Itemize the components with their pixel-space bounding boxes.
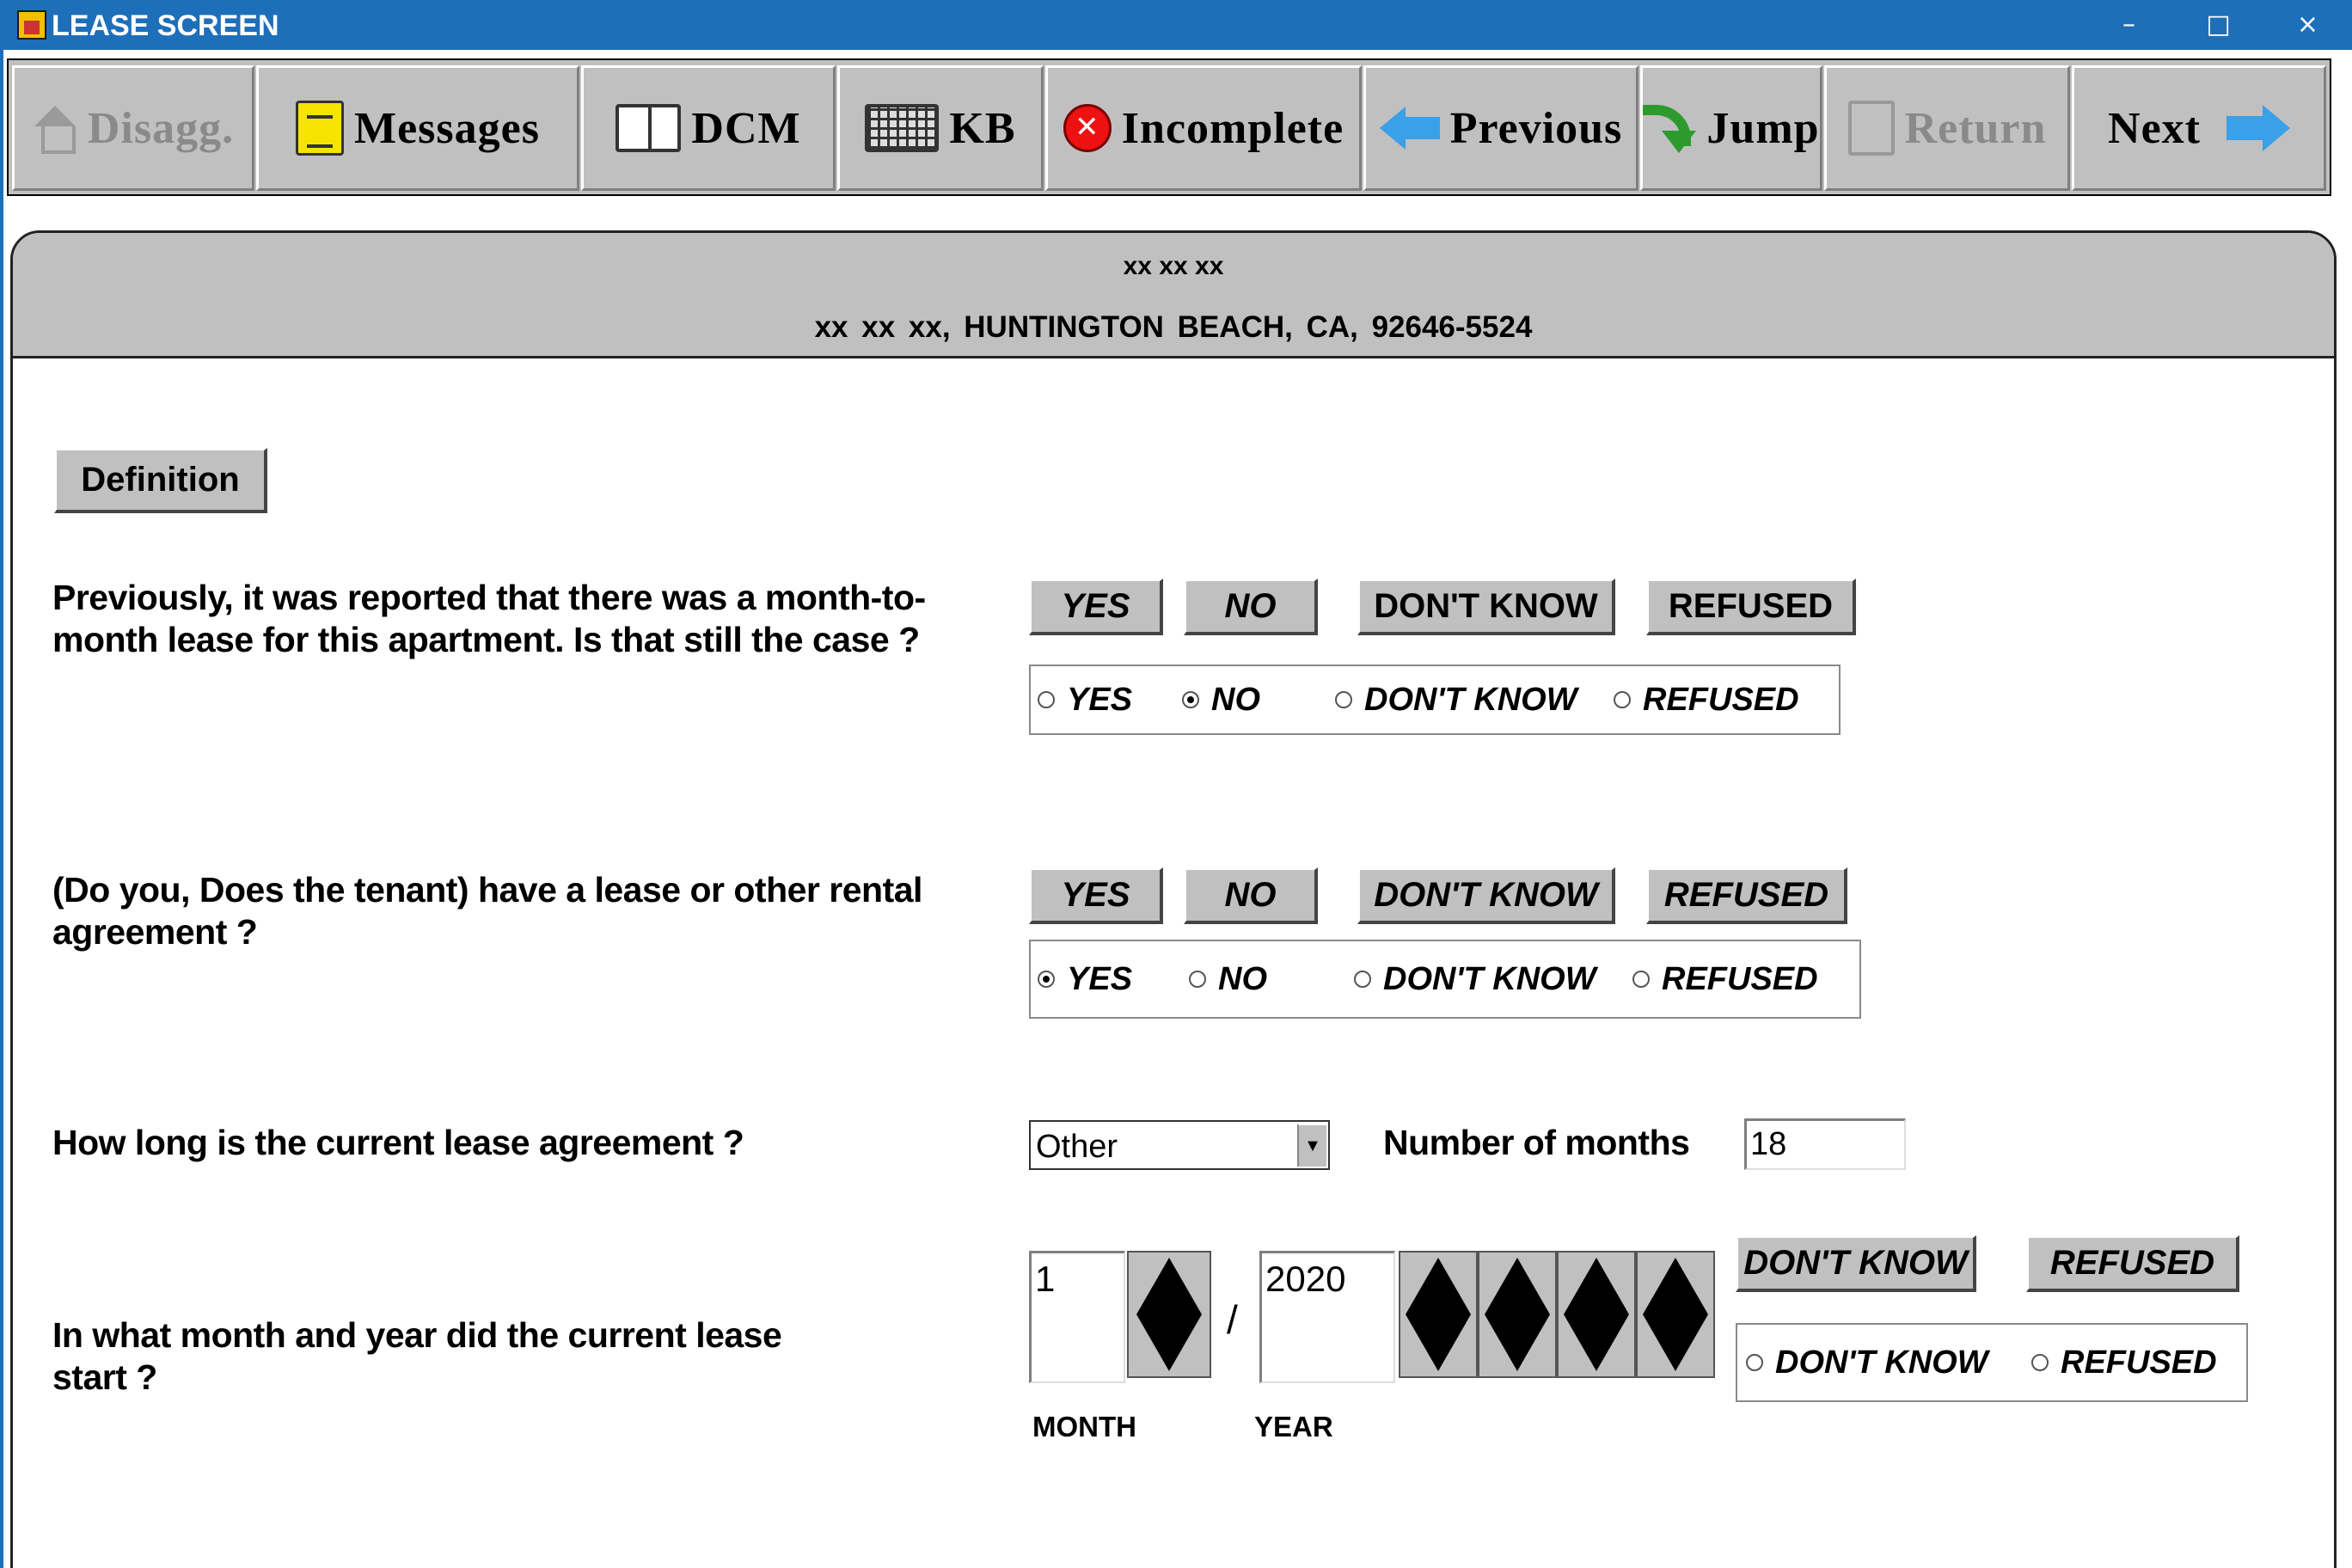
next-button[interactable]: [2072, 65, 2326, 191]
lease-length-select[interactable]: [1029, 1120, 1330, 1170]
month-spinner[interactable]: [1127, 1251, 1211, 1378]
left-arrow-icon: [1380, 107, 1440, 150]
q1-radio-no[interactable]: NO: [1182, 666, 1260, 733]
q1-radio-group: [1029, 665, 1841, 735]
question-lease-start: In what month and year did the current lease start ?: [52, 1315, 782, 1397]
q1-radio-refused[interactable]: REFUSED: [1614, 666, 1799, 733]
q1-refused-button[interactable]: REFUSED: [1646, 579, 1856, 635]
title-bar: [0, 0, 2352, 50]
q2-dont-know-button[interactable]: DON'T KNOW: [1357, 867, 1615, 924]
jump-label: Jump: [1706, 103, 1820, 153]
dcm-button[interactable]: [581, 65, 836, 191]
kb-button[interactable]: [837, 65, 1044, 191]
radio-button[interactable]: [1335, 691, 1352, 708]
minimize-button[interactable]: –: [2122, 9, 2135, 40]
year-spinner-1[interactable]: [1399, 1251, 1478, 1378]
maximize-button[interactable]: □: [2206, 9, 2231, 40]
q2-radio-no[interactable]: NO: [1189, 941, 1267, 1017]
year-spinner-2[interactable]: [1478, 1251, 1557, 1378]
radio-button[interactable]: [1632, 971, 1650, 988]
previous-button[interactable]: [1363, 65, 1638, 191]
error-x-icon: ✕: [1063, 104, 1112, 152]
return-label: Return: [1904, 103, 2047, 153]
q1-yes-button[interactable]: YES: [1029, 579, 1163, 635]
chevron-down-icon[interactable]: ▼: [1297, 1124, 1326, 1167]
q2-no-button[interactable]: NO: [1184, 867, 1318, 924]
messages-label: Messages: [354, 103, 540, 153]
disagg-label: Disagg.: [87, 103, 235, 153]
q4-radio-dont-know[interactable]: DON'T KNOW: [1746, 1325, 1988, 1400]
incomplete-button[interactable]: [1045, 65, 1362, 191]
radio-button[interactable]: [1746, 1354, 1763, 1371]
q1-radio-dont-know[interactable]: DON'T KNOW: [1335, 666, 1577, 733]
book-icon: [616, 104, 681, 152]
jump-button[interactable]: [1640, 65, 1822, 191]
q2-yes-button[interactable]: YES: [1029, 867, 1163, 924]
q2-radio-dont-know[interactable]: DON'T KNOW: [1354, 941, 1596, 1017]
radio-button[interactable]: [1354, 971, 1371, 988]
month-label: MONTH: [1032, 1411, 1136, 1442]
return-button[interactable]: [1824, 65, 2070, 191]
app-icon: [17, 10, 46, 40]
toolbar: [7, 58, 2331, 196]
q2-radio-yes[interactable]: YES: [1038, 941, 1132, 1017]
radio-button[interactable]: [1189, 971, 1206, 988]
house-icon: [33, 106, 77, 150]
respondent-address: xx xx xx, HUNTINGTON BEACH, CA, 92646-5524: [814, 310, 1533, 344]
q1-dont-know-button[interactable]: DON'T KNOW: [1357, 579, 1615, 635]
radio-button[interactable]: [2031, 1354, 2049, 1371]
q2-radio-group: [1029, 940, 1861, 1019]
year-spinner-3[interactable]: [1557, 1251, 1636, 1378]
q4-radio-refused[interactable]: REFUSED: [2031, 1325, 2217, 1400]
question-month-to-month: Previously, it was reported that there was a month-to-month lease for this apartment. Is that still the case ?: [52, 578, 926, 659]
question-lease-agreement: (Do you, Does the tenant) have a lease or other rental agreement ?: [52, 870, 922, 952]
radio-button[interactable]: [1038, 691, 1055, 708]
notepad-icon: [296, 101, 344, 156]
disagg-button[interactable]: [12, 65, 254, 191]
respondent-name: xx xx xx: [1123, 252, 1224, 280]
next-label: Next: [2108, 103, 2201, 153]
q2-radio-refused[interactable]: REFUSED: [1632, 941, 1818, 1017]
q1-no-button[interactable]: NO: [1184, 579, 1318, 635]
window-border: [0, 50, 3, 1568]
date-separator: /: [1227, 1297, 1238, 1342]
q2-refused-button[interactable]: REFUSED: [1646, 867, 1847, 924]
year-spinner-4[interactable]: [1636, 1251, 1715, 1378]
previous-label: Previous: [1449, 103, 1623, 153]
close-button[interactable]: ×: [2296, 9, 2319, 40]
return-icon: [1848, 101, 1895, 156]
messages-button[interactable]: [256, 65, 579, 191]
q4-refused-button[interactable]: REFUSED: [2026, 1235, 2239, 1292]
definition-button[interactable]: Definition: [54, 448, 267, 513]
radio-button-selected[interactable]: [1182, 691, 1199, 708]
q4-radio-group: [1736, 1323, 2248, 1402]
months-label: Number of months: [1383, 1123, 1690, 1162]
month-input[interactable]: 1: [1029, 1251, 1125, 1383]
year-label: YEAR: [1254, 1411, 1333, 1442]
kb-label: KB: [949, 103, 1016, 153]
q4-dont-know-button[interactable]: DON'T KNOW: [1736, 1235, 1976, 1292]
incomplete-label: Incomplete: [1121, 103, 1344, 153]
q1-radio-yes[interactable]: YES: [1038, 666, 1132, 733]
right-arrow-icon: [2226, 105, 2290, 151]
dcm-label: DCM: [691, 103, 801, 153]
jump-arrow-icon: [1643, 101, 1696, 155]
radio-button-selected[interactable]: [1038, 971, 1055, 988]
radio-button[interactable]: [1614, 691, 1631, 708]
address-header: [13, 233, 2334, 358]
lease-panel: [10, 230, 2337, 1568]
window-title: LEASE SCREEN: [52, 9, 279, 42]
question-lease-length: How long is the current lease agreement ?: [52, 1123, 744, 1162]
keyboard-icon: [865, 104, 939, 152]
months-input[interactable]: 18: [1744, 1118, 1906, 1170]
year-input[interactable]: 2020: [1259, 1251, 1395, 1383]
lease-length-value: Other: [1036, 1129, 1118, 1165]
